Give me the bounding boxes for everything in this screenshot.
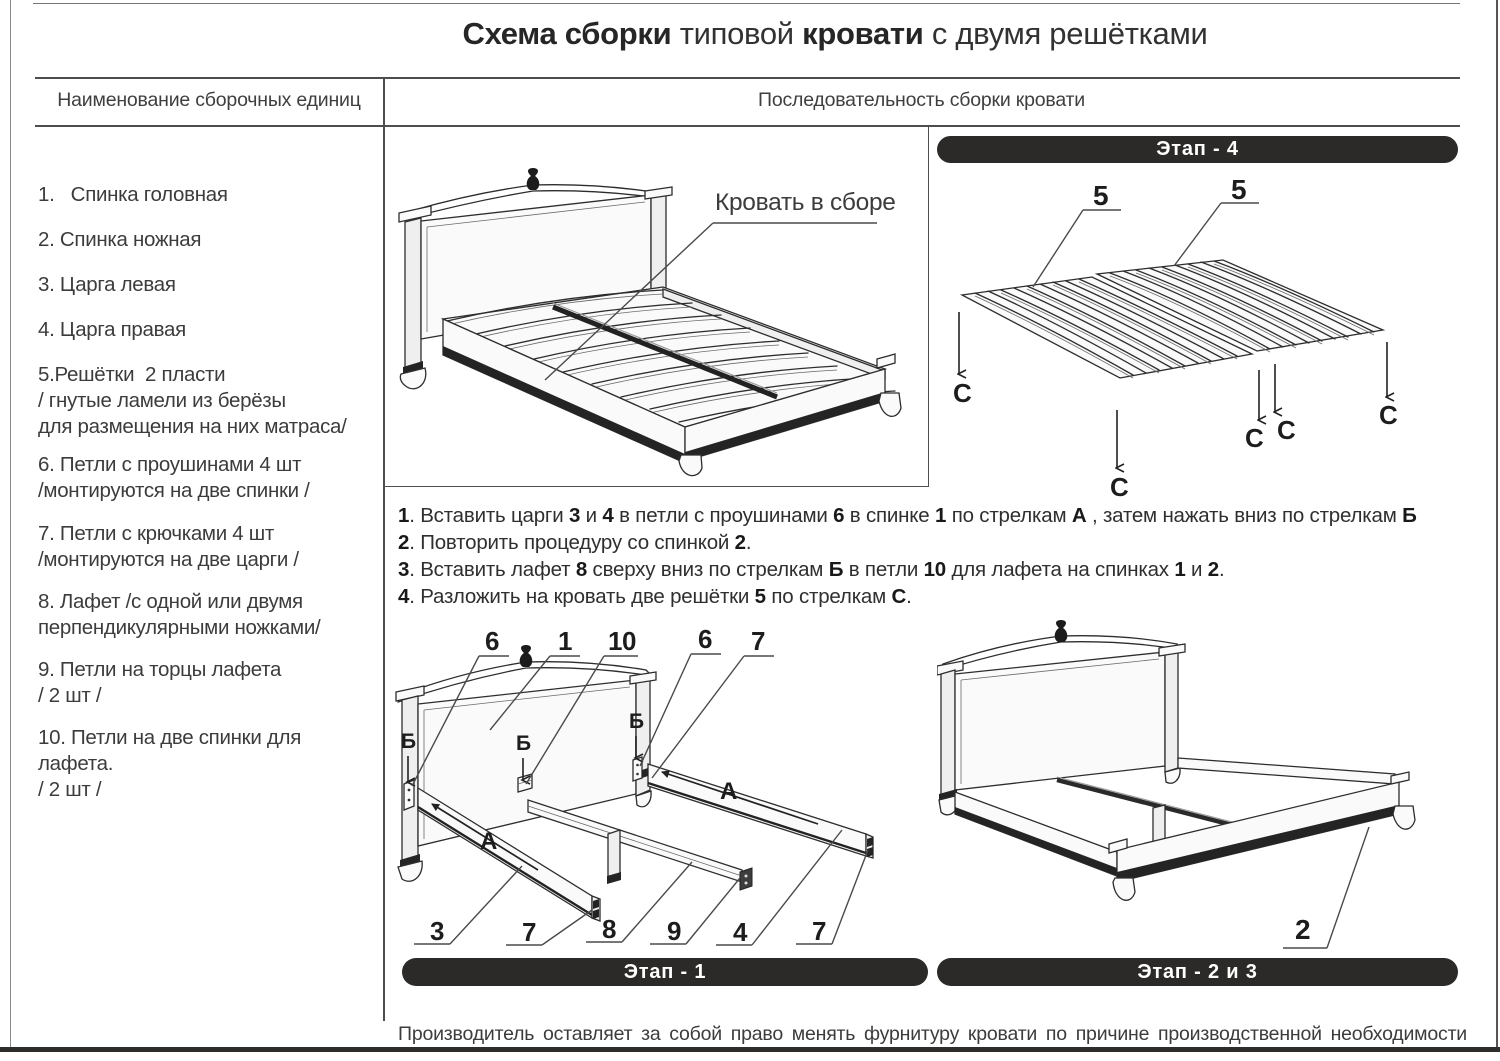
arrow-label-c: С [1110, 472, 1129, 502]
list-item: 9. Петли на торцы лафета / 2 шт / [38, 658, 282, 707]
stage1-panel [390, 618, 928, 990]
stage23-pill: Этап - 2 и 3 [937, 958, 1458, 986]
stage4-pill: Этап - 4 [937, 136, 1458, 163]
list-item: 10. Петли на две спинки для лафета. / 2 шт / [38, 726, 307, 801]
part-callout: 6 [485, 626, 499, 656]
part-callout: 9 [667, 916, 681, 946]
part-callout: 8 [602, 914, 616, 944]
instruction-line: 2. Повторить процедуру со спинкой 2. [398, 531, 752, 554]
assembled-bed-drawing [385, 127, 928, 486]
assembled-bed-label: Кровать в сборе [715, 189, 896, 216]
page-border-bottom [0, 1047, 1500, 1052]
arrow-label-b: Б [629, 710, 644, 733]
arrow-label-a: А [720, 778, 737, 805]
list-item: 7. Петли с крючками 4 шт /монтируются на две царги / [38, 522, 299, 571]
part-callout: 7 [522, 917, 536, 947]
manufacturer-note: Производитель оставляет за собой право менять фурнитуру кровати по причине производственной необходимости [398, 1023, 1467, 1045]
column-header-sequence: Последовательность сборки кровати [758, 89, 1085, 111]
instruction-line: 1. Вставить царги 3 и 4 в петли с проушинами 6 в спинке 1 по стрелкам А , затем нажать вниз по стрелкам Б [398, 504, 1417, 527]
instruction-line: 4. Разложить на кровать две решётки 5 по стрелкам С. [398, 585, 912, 608]
instruction-line: 3. Вставить лафет 8 сверху вниз по стрелкам Б в петли 10 для лафета на спинках 1 и 2. [398, 558, 1225, 581]
stage4-grids-drawing [937, 130, 1460, 505]
part-callout: 7 [751, 626, 765, 656]
part-callout: 7 [812, 916, 826, 946]
stage1-exploded-drawing [390, 618, 928, 990]
table-top-rule [35, 77, 1460, 79]
stage1-pill: Этап - 1 [402, 958, 928, 986]
part-callout: 1 [558, 626, 572, 656]
list-item: 3. Царга левая [38, 273, 176, 296]
grid-callout-5: 5 [1093, 180, 1109, 211]
arrow-label-c: С [1277, 415, 1296, 445]
page-border-left [10, 0, 11, 1048]
arrow-label-c: С [1379, 400, 1398, 430]
arrow-label-b: Б [401, 730, 416, 753]
assembled-bed-panel [384, 126, 929, 487]
list-item: 4. Царга правая [38, 318, 186, 341]
grid-callout-5: 5 [1231, 174, 1247, 205]
page-title: Схема сборки типовой кровати с двумя решётками [462, 16, 1208, 51]
part-callout: 3 [430, 916, 444, 946]
stage23-panel [937, 618, 1460, 990]
stage4-panel [937, 130, 1460, 505]
page-border-top [33, 3, 1460, 4]
page-border-right [1496, 0, 1498, 1048]
arrow-label-b: Б [516, 732, 531, 755]
list-item: 1. Спинка головная [38, 183, 228, 206]
part-callout-2: 2 [1295, 914, 1311, 945]
part-callout: 10 [608, 626, 636, 656]
part-callout: 4 [733, 917, 747, 947]
column-header-parts: Наименование сборочных единиц [57, 89, 361, 111]
list-item: 6. Петли с проушинами 4 шт /монтируются на две спинки / [38, 453, 310, 502]
list-item: 5.Решётки 2 пласти / гнутые ламели из берёзы для размещения на них матраса/ [38, 363, 347, 438]
arrow-label-c: С [953, 378, 972, 408]
arrow-label-a: А [480, 828, 497, 855]
assembly-instructions [398, 502, 1454, 610]
arrow-label-c: С [1245, 423, 1264, 453]
part-callout: 6 [698, 624, 712, 654]
list-item: 8. Лафет /с одной или двумя перпендикулярными ножками/ [38, 590, 321, 639]
list-item: 2. Спинка ножная [38, 228, 202, 251]
stage23-frame-drawing [937, 618, 1460, 990]
